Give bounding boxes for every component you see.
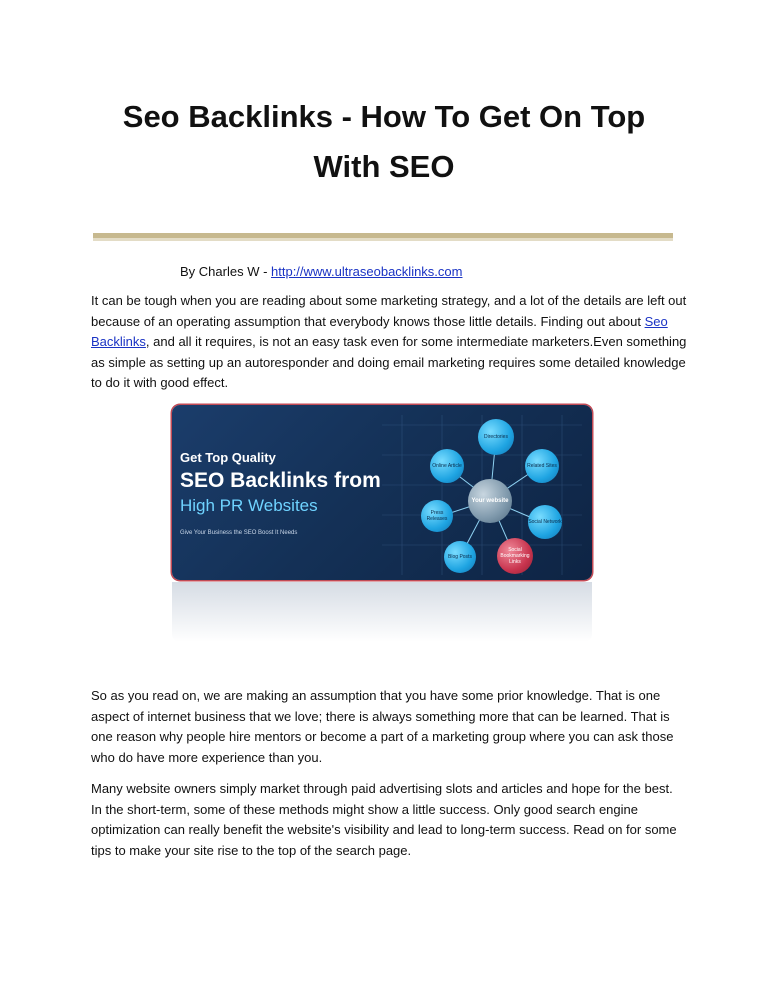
byline	[180, 264, 462, 279]
paragraph-2: So as you read on, we are making an assumption that you have some prior knowledge. That is one aspect of internet business that we love; there is always something more that can be learned. That is one reason why people hire mentors or become a part of a marketing group where you can ask those who do have more experience than you.	[91, 688, 674, 765]
seo-banner-image	[172, 405, 592, 580]
related-sites-node	[525, 449, 559, 483]
social-bookmarking-label: Social Bookmarking Links	[500, 547, 530, 565]
banner-reflection	[172, 582, 592, 642]
banner-headline: SEO Backlinks from	[180, 469, 381, 492]
paragraph-1-text-a: It can be tough when you are reading about some marketing strategy, and a lot of the details are left out because of an operating assumption that everybody knows those little details. Finding out about	[91, 293, 687, 329]
social-bookmarking-node	[497, 538, 533, 574]
banner-kicker: Get Top Quality	[180, 450, 276, 465]
blog-posts-node	[444, 541, 476, 573]
paragraph-1-text-b: , and all it requires, is not an easy task even for some intermediate marketers.Even something as simple as setting up an autoresponder and doing email marketing requires some detailed knowledge to do it with good effect.	[91, 334, 687, 390]
social-network-label: Social Network	[528, 519, 562, 525]
press-releases-node	[421, 500, 453, 532]
online-article-label: Online Article	[432, 463, 462, 469]
blog-posts-label: Blog Posts	[448, 554, 472, 560]
banner-subhead: High PR Websites	[180, 496, 318, 515]
press-releases-label: Press Releases	[426, 510, 448, 522]
document-title	[90, 92, 678, 192]
directories-label: Directories	[484, 434, 508, 440]
paragraph-1	[91, 291, 687, 394]
your-website-node	[468, 479, 512, 523]
title-divider-shadow	[93, 238, 673, 241]
seo-backlinks-link[interactable]: Seo Backlinks	[91, 313, 668, 349]
related-sites-label: Related Sites	[527, 463, 557, 469]
title-line-1: Seo Backlinks - How To Get On Top	[122, 99, 646, 134]
directories-node	[478, 419, 514, 455]
byline-link[interactable]: http://www.ultraseobacklinks.com	[271, 264, 463, 279]
online-article-node	[430, 449, 464, 483]
title-line-2: With SEO	[313, 149, 455, 184]
your-website-label: Your website	[471, 498, 509, 504]
banner-tagline: Give Your Business the SEO Boost It Needs	[180, 530, 298, 536]
paragraph-3: Many website owners simply market through paid advertising slots and articles and hope for the best. In the short-term, some of these methods might show a little success. Only good search engine optimization can really benefit the website's visibility and lead to long-term success. Read on for some tips to make your site rise to the top of the search page.	[91, 781, 677, 858]
byline-author: By Charles W -	[180, 264, 272, 279]
social-network-node	[528, 505, 562, 539]
